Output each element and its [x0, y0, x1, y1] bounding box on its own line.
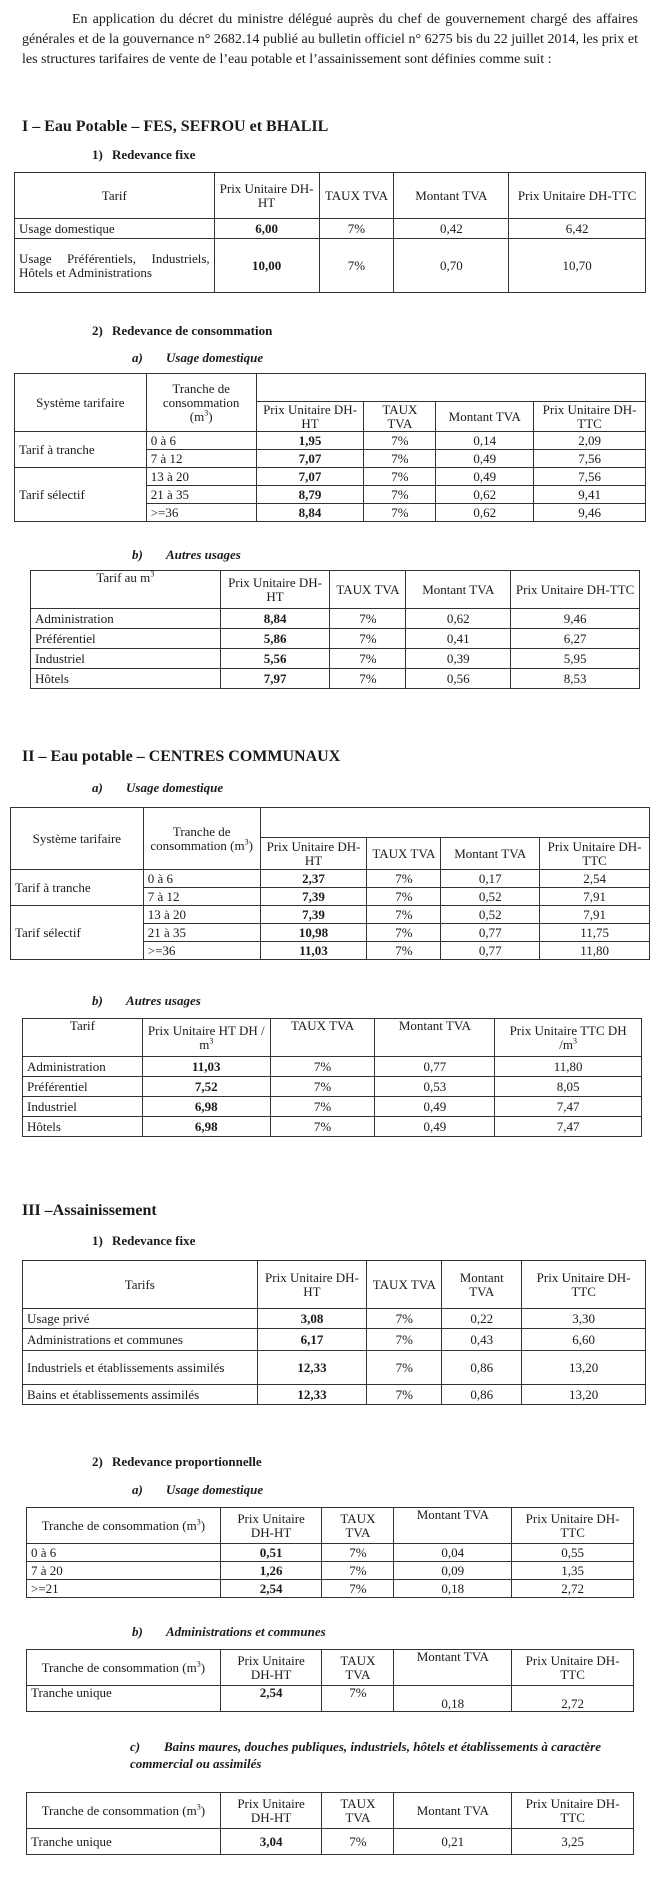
- table-row: [23, 1117, 642, 1137]
- s3-fixe-table: [22, 1260, 646, 1405]
- cell: 0,17: [441, 870, 540, 888]
- cell: 7,39: [260, 906, 367, 924]
- table-row: [31, 649, 640, 669]
- s3-c-heading: c) Bains maures, douches publiques, industriels, hôtels et établissements à caractère commercial ou assimilés: [130, 1739, 601, 1771]
- cell: 0,14: [436, 432, 534, 450]
- cell: 10,00: [214, 239, 319, 293]
- cell: 3,25: [512, 1829, 634, 1855]
- cell: 2,72: [512, 1580, 634, 1598]
- table-row: [27, 1829, 634, 1855]
- table-row: [15, 432, 646, 450]
- cell: 8,79: [256, 486, 364, 504]
- cell: 0,70: [394, 239, 509, 293]
- cell: 0,49: [436, 450, 534, 468]
- cell: 7%: [367, 906, 441, 924]
- cell: 7,47: [495, 1097, 642, 1117]
- col-header: TAUX TVA: [319, 173, 394, 219]
- col-header: Montant TVA: [394, 1650, 512, 1686]
- cell: 7%: [367, 1351, 442, 1385]
- col-header: Montant TVA: [394, 1793, 512, 1829]
- s1-autres-table: [30, 570, 640, 689]
- col-header: Prix Unitaire DH-TTC: [522, 1261, 646, 1309]
- cell: 7%: [319, 239, 394, 293]
- cell: 0 à 6: [27, 1544, 221, 1562]
- col-header: Prix Unitaire DH-HT: [260, 838, 367, 870]
- header-spacer: [256, 374, 645, 402]
- cell: 0,18: [394, 1580, 512, 1598]
- group-label: Tarif à tranche: [11, 870, 144, 906]
- cell: Usage domestique: [15, 219, 215, 239]
- cell: 7%: [367, 870, 441, 888]
- cell: 6,98: [142, 1117, 270, 1137]
- cell: 7%: [330, 649, 406, 669]
- s1-autres-heading: b) Autres usages: [132, 547, 241, 562]
- cell: 0,09: [394, 1562, 512, 1580]
- cell: 0,49: [436, 468, 534, 486]
- col-header: Tarif au $m^3$: [31, 571, 221, 609]
- cell: Préférentiel: [23, 1077, 143, 1097]
- cell: 13,20: [522, 1351, 646, 1385]
- col-header: Tarifs: [23, 1261, 258, 1309]
- cell: 0,39: [406, 649, 511, 669]
- col-header: TAUX TVA: [367, 838, 441, 870]
- cell: 7,56: [534, 468, 646, 486]
- cell: 7,56: [534, 450, 646, 468]
- cell: 7%: [322, 1562, 394, 1580]
- table-header-row: [23, 1261, 646, 1309]
- col-header: TAUX TVA: [330, 571, 406, 609]
- cell: 0,62: [436, 486, 534, 504]
- cell: Préférentiel: [31, 629, 221, 649]
- cell: 0,56: [406, 669, 511, 689]
- cell: 6,27: [511, 629, 640, 649]
- cell: 6,42: [509, 219, 646, 239]
- cell: 7,47: [495, 1117, 642, 1137]
- table-row: [23, 1077, 642, 1097]
- col-header: Prix Unitaire DH-HT: [214, 173, 319, 219]
- cell: 5,56: [220, 649, 330, 669]
- cell: Tranche unique: [27, 1686, 221, 1712]
- col-header: Montant TVA: [442, 1261, 522, 1309]
- s1-conso-heading: 2) Redevance de consommation: [92, 323, 273, 338]
- col-header: Tranche de consommation $(m^3)$: [27, 1508, 221, 1544]
- cell: 7%: [319, 219, 394, 239]
- table-header-row: [11, 808, 650, 838]
- col-header: TAUX TVA: [270, 1019, 375, 1057]
- s2-autres-table: [22, 1018, 642, 1137]
- cell: Tranche unique: [27, 1829, 221, 1855]
- cell: 7%: [270, 1117, 375, 1137]
- cell: 7%: [367, 924, 441, 942]
- col-header: Tranche de consommation $(m^3)$: [27, 1650, 221, 1686]
- cell: 0,53: [375, 1077, 495, 1097]
- cell: 8,05: [495, 1077, 642, 1097]
- table-header-row: [27, 1793, 634, 1829]
- cell: 7%: [270, 1097, 375, 1117]
- cell: 8,53: [511, 669, 640, 689]
- col-header: Prix Unitaire DH-HT: [256, 402, 364, 432]
- cell: 7 à 20: [27, 1562, 221, 1580]
- col-header: Prix Unitaire DH-TTC: [511, 571, 640, 609]
- cell: 0,55: [512, 1544, 634, 1562]
- s3-prop-heading: 2) Redevance proportionnelle: [92, 1454, 262, 1469]
- col-header: Tarif: [15, 173, 215, 219]
- cell: Bains et établissements assimilés: [23, 1385, 258, 1405]
- col-header: Prix Unitaire DH-TTC: [512, 1650, 634, 1686]
- cell: 0,52: [441, 906, 540, 924]
- cell: Administrations et communes: [23, 1329, 258, 1351]
- cell: 7,07: [256, 468, 364, 486]
- cell: 7%: [364, 504, 436, 522]
- cell: 7%: [322, 1686, 394, 1712]
- cell: Industriels et établissements assimilés: [23, 1351, 258, 1385]
- cell: 3,04: [220, 1829, 322, 1855]
- cell: 8,84: [256, 504, 364, 522]
- table-header-row: [23, 1019, 642, 1057]
- cell: Administration: [23, 1057, 143, 1077]
- cell: Administration: [31, 609, 221, 629]
- table-row: [11, 906, 650, 924]
- cell: 2,09: [534, 432, 646, 450]
- cell: Hôtels: [23, 1117, 143, 1137]
- cell: 11,03: [260, 942, 367, 960]
- cell: 6,98: [142, 1097, 270, 1117]
- s3-c-table: [26, 1792, 634, 1855]
- table-row: [27, 1686, 634, 1712]
- table-header-row: [31, 571, 640, 609]
- cell: 3,08: [257, 1309, 367, 1329]
- table-row: [23, 1097, 642, 1117]
- cell: 0,52: [441, 888, 540, 906]
- cell: 7%: [367, 1385, 442, 1405]
- table-row: [23, 1057, 642, 1077]
- cell: 12,33: [257, 1385, 367, 1405]
- table-header-row: [27, 1650, 634, 1686]
- table-row: [15, 468, 646, 486]
- cell: 0,42: [394, 219, 509, 239]
- cell: 0,86: [442, 1351, 522, 1385]
- cell: 7%: [367, 1309, 442, 1329]
- col-header: Prix Unitaire DH-HT: [257, 1261, 367, 1309]
- col-header: Prix Unitaire DH-HT: [220, 1793, 322, 1829]
- col-header: TAUX TVA: [364, 402, 436, 432]
- table-row: [31, 669, 640, 689]
- cell: 11,75: [540, 924, 650, 942]
- cell: 13 à 20: [143, 906, 260, 924]
- cell: >=21: [27, 1580, 221, 1598]
- cell: 7 à 12: [143, 888, 260, 906]
- s3-b-heading: b) Administrations et communes: [132, 1624, 326, 1639]
- cell: >=36: [143, 942, 260, 960]
- cell: 2,37: [260, 870, 367, 888]
- cell: 11,80: [540, 942, 650, 960]
- cell: 7,52: [142, 1077, 270, 1097]
- col-header: Tranche de consommation $(m^3)$: [143, 808, 260, 870]
- cell: 7%: [322, 1544, 394, 1562]
- col-header: Prix Unitaire DH-HT: [220, 1650, 322, 1686]
- col-header: Montant TVA: [394, 173, 509, 219]
- cell: 7%: [364, 486, 436, 504]
- table-row: [27, 1544, 634, 1562]
- col-header: Prix Unitaire DH-TTC: [512, 1508, 634, 1544]
- cell: 7%: [364, 468, 436, 486]
- table-row: [27, 1580, 634, 1598]
- table-row: [15, 239, 646, 293]
- table-row: [31, 629, 640, 649]
- cell: 2,72: [512, 1686, 634, 1712]
- cell: 0,62: [406, 609, 511, 629]
- intro-paragraph: [22, 10, 638, 70]
- cell: 7,97: [220, 669, 330, 689]
- cell: 0,18: [394, 1686, 512, 1712]
- col-header: Montant TVA: [375, 1019, 495, 1057]
- cell: 0,77: [375, 1057, 495, 1077]
- col-header: Montant TVA: [394, 1508, 512, 1544]
- table-header-row: [15, 173, 646, 219]
- cell: 3,30: [522, 1309, 646, 1329]
- cell: 5,95: [511, 649, 640, 669]
- col-header: Montant TVA: [436, 402, 534, 432]
- col-header: Prix Unitaire DH-TTC: [509, 173, 646, 219]
- cell: 7%: [364, 450, 436, 468]
- col-header: Prix Unitaire DH-HT: [220, 1508, 322, 1544]
- cell: Industriel: [31, 649, 221, 669]
- cell: 7,07: [256, 450, 364, 468]
- s3-b-table: [26, 1649, 634, 1712]
- section-2-title: II – Eau potable – CENTRES COMMUNAUX: [22, 748, 341, 765]
- cell: 11,80: [495, 1057, 642, 1077]
- cell: 9,41: [534, 486, 646, 504]
- cell: 7%: [367, 888, 441, 906]
- cell: 2,54: [540, 870, 650, 888]
- cell: 7 à 12: [146, 450, 256, 468]
- table-row: [15, 219, 646, 239]
- cell: 7%: [364, 432, 436, 450]
- cell: 0,51: [220, 1544, 322, 1562]
- cell: 7%: [270, 1077, 375, 1097]
- cell: 13,20: [522, 1385, 646, 1405]
- cell: 7,91: [540, 888, 650, 906]
- cell: 7%: [270, 1057, 375, 1077]
- cell: 9,46: [534, 504, 646, 522]
- cell: 7%: [367, 1329, 442, 1351]
- col-header: Montant TVA: [441, 838, 540, 870]
- col-header: Prix Unitaire TTC DH $/m^3$: [495, 1019, 642, 1057]
- cell: 10,98: [260, 924, 367, 942]
- cell: 1,35: [512, 1562, 634, 1580]
- col-header: Tranche de consommation $(m^3)$: [27, 1793, 221, 1829]
- table-row: [23, 1351, 646, 1385]
- table-row: [23, 1329, 646, 1351]
- table-row: [23, 1385, 646, 1405]
- cell: 0,77: [441, 924, 540, 942]
- cell: 1,26: [220, 1562, 322, 1580]
- cell: 0,22: [442, 1309, 522, 1329]
- cell: 10,70: [509, 239, 646, 293]
- cell: >=36: [146, 504, 256, 522]
- cell: 7%: [322, 1829, 394, 1855]
- cell: 0 à 6: [143, 870, 260, 888]
- cell: 2,54: [220, 1686, 322, 1712]
- cell: 0,49: [375, 1097, 495, 1117]
- cell: 7,91: [540, 906, 650, 924]
- cell: 6,17: [257, 1329, 367, 1351]
- cell: 7,39: [260, 888, 367, 906]
- cell: 0,43: [442, 1329, 522, 1351]
- cell: 7%: [330, 629, 406, 649]
- table-row: [27, 1562, 634, 1580]
- col-header: TAUX TVA: [322, 1508, 394, 1544]
- cell: 6,00: [214, 219, 319, 239]
- cell: 0 à 6: [146, 432, 256, 450]
- s2-dom-table: [10, 807, 650, 960]
- cell: 0,49: [375, 1117, 495, 1137]
- col-header: Prix Unitaire DH-HT: [220, 571, 330, 609]
- cell: 8,84: [220, 609, 330, 629]
- table-header-row: [27, 1508, 634, 1544]
- cell: Hôtels: [31, 669, 221, 689]
- intro-text: En application du décret du ministre délégué auprès du chef de gouvernement chargé des affaires générales et de la gouvernance n° 2682.14 publié au bulletin officiel n° 6275 bis du 22 juillet 2014, les prix et les structures tarifaires de vente de l’eau potable et l’assainissement sont définies comme suit :: [22, 12, 638, 67]
- table-header-row: [15, 374, 646, 402]
- cell: 7%: [330, 669, 406, 689]
- col-header: Prix Unitaire HT DH / $m^3$: [142, 1019, 270, 1057]
- s1-fixe-heading: 1) Redevance fixe: [92, 147, 196, 162]
- cell: 0,77: [441, 942, 540, 960]
- section-3-title: III –Assainissement: [22, 1202, 157, 1219]
- cell: Usage privé: [23, 1309, 258, 1329]
- group-label: Tarif sélectif: [11, 906, 144, 960]
- s3-fixe-heading: 1) Redevance fixe: [92, 1233, 196, 1248]
- cell: 0,21: [394, 1829, 512, 1855]
- col-header: Prix Unitaire DH-TTC: [512, 1793, 634, 1829]
- s3-a-heading: a) Usage domestique: [132, 1482, 264, 1497]
- cell: 0,62: [436, 504, 534, 522]
- cell: 12,33: [257, 1351, 367, 1385]
- cell: 21 à 35: [146, 486, 256, 504]
- section-1-title: I – Eau Potable – FES, SEFROU et BHALIL: [22, 118, 329, 135]
- s3-a-table: [26, 1507, 634, 1598]
- cell: Usage Préférentiels, Industriels, Hôtels et Administrations: [15, 239, 215, 293]
- col-header: Montant TVA: [406, 571, 511, 609]
- col-header: TAUX TVA: [367, 1261, 442, 1309]
- cell: 7%: [322, 1580, 394, 1598]
- cell: 13 à 20: [146, 468, 256, 486]
- s1-dom-heading: a) Usage domestique: [132, 350, 264, 365]
- cell: 7%: [330, 609, 406, 629]
- s1-fixe-table: [14, 172, 646, 293]
- col-header: Tranche de consommation $(m^3)$: [146, 374, 256, 432]
- cell: 2,54: [220, 1580, 322, 1598]
- table-row: [23, 1309, 646, 1329]
- col-header: Système tarifaire: [15, 374, 147, 432]
- cell: 11,03: [142, 1057, 270, 1077]
- col-header: TAUX TVA: [322, 1650, 394, 1686]
- cell: 1,95: [256, 432, 364, 450]
- cell: 21 à 35: [143, 924, 260, 942]
- col-header: TAUX TVA: [322, 1793, 394, 1829]
- cell: 5,86: [220, 629, 330, 649]
- cell: 9,46: [511, 609, 640, 629]
- table-row: [11, 870, 650, 888]
- cell: 0,04: [394, 1544, 512, 1562]
- col-header: Tarif: [23, 1019, 143, 1057]
- col-header: Prix Unitaire DH-TTC: [534, 402, 646, 432]
- cell: 0,41: [406, 629, 511, 649]
- s1-dom-table: [14, 373, 646, 522]
- s2-dom-heading: a) Usage domestique: [92, 780, 224, 795]
- col-header: Prix Unitaire DH-TTC: [540, 838, 650, 870]
- table-row: [31, 609, 640, 629]
- s2-autres-heading: b) Autres usages: [92, 993, 201, 1008]
- header-spacer: [260, 808, 649, 838]
- cell: 6,60: [522, 1329, 646, 1351]
- cell: 0,86: [442, 1385, 522, 1405]
- group-label: Tarif à tranche: [15, 432, 147, 468]
- group-label: Tarif sélectif: [15, 468, 147, 522]
- col-header: Système tarifaire: [11, 808, 144, 870]
- cell: 7%: [367, 942, 441, 960]
- cell: Industriel: [23, 1097, 143, 1117]
